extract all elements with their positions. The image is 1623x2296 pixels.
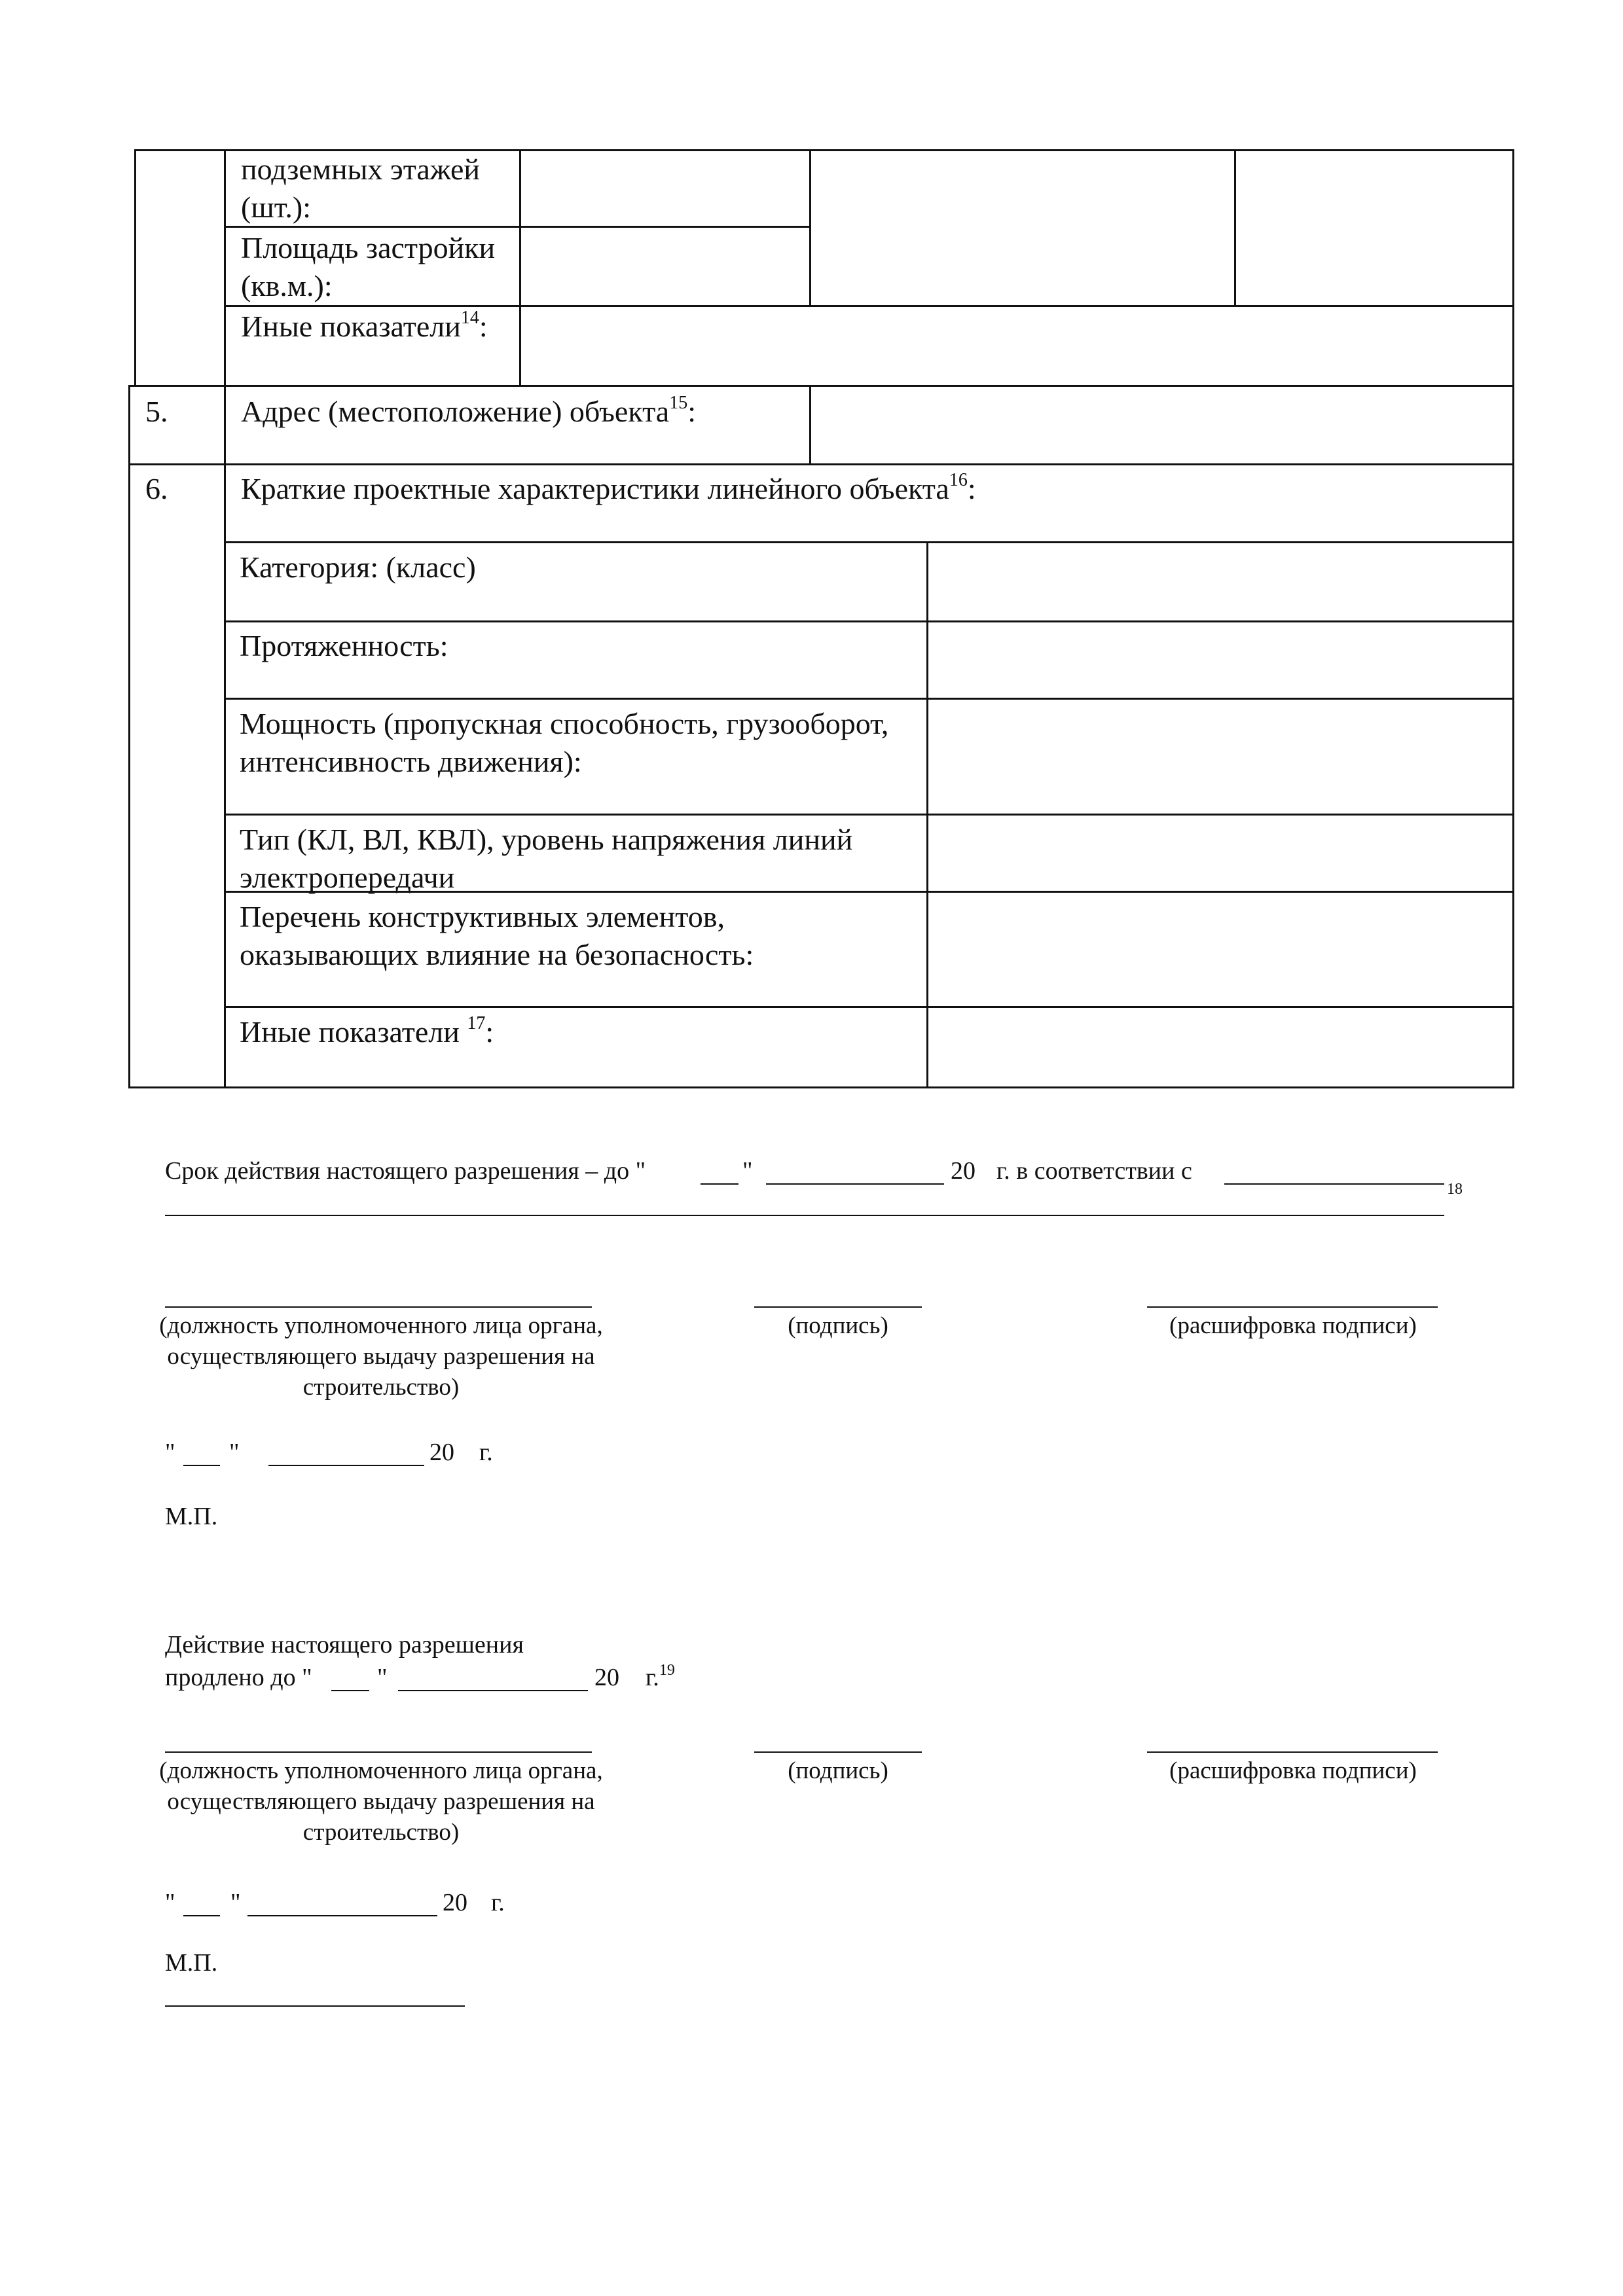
structural-elements-label: Перечень конструктивных элементов, оказывающих влияние на безопасность: [240, 900, 754, 971]
extension-year: 20 [594, 1664, 619, 1691]
footnote-ref: 15 [669, 393, 688, 413]
footnote-ref: 14 [460, 308, 479, 328]
extension-quote: " [377, 1664, 388, 1691]
date-quote-close: " [229, 1439, 240, 1466]
validity-prefix: Срок действия настоящего разрешения – до " [165, 1157, 646, 1185]
validity-year: 20 [951, 1157, 976, 1185]
date-year: 20 [429, 1439, 454, 1466]
row-number-5: 5. [145, 395, 168, 428]
date-g: г. [479, 1439, 493, 1466]
position-caption: (должность уполномоченного лица органа, осуществляющего выдачу разрешения на строительство) [159, 1312, 603, 1401]
position-caption: (должность уполномоченного лица органа, осуществляющего выдачу разрешения на строительство) [159, 1757, 603, 1846]
extension-line1: Действие настоящего разрешения [165, 1631, 524, 1659]
extension-g-text: г. [646, 1664, 659, 1691]
extension-prefix: продлено до " [165, 1664, 312, 1691]
characteristics-table [0, 0, 1623, 1113]
date-quote-close: " [230, 1889, 241, 1916]
linear-object-heading: Краткие проектные характеристики линейного объекта$^{16}$: [241, 470, 976, 505]
capacity-label: Мощность (пропускная способность, грузооборот, интенсивность движения): [240, 707, 889, 778]
signature-decode-caption: (расшифровка подписи) [1169, 1312, 1417, 1339]
signature-caption: (подпись) [788, 1312, 888, 1339]
signature-caption: (подпись) [788, 1757, 888, 1784]
stamp-placeholder: М.П. [165, 1503, 218, 1530]
other-indicators-text: Иные показатели [241, 310, 461, 343]
other-indicators-label: Иные показатели$^{14}$: [241, 308, 488, 343]
linear-object-heading-text: Краткие проектные характеристики линейного объекта [241, 472, 949, 505]
length-label: Протяженность: [240, 629, 448, 662]
built-up-area-label: Площадь застройки (кв.м.): [241, 231, 496, 302]
date-quote-open: " [165, 1889, 175, 1916]
other-linear-indicators-label: Иные показатели $^{17}$: [240, 1013, 494, 1049]
date-g: г. [491, 1889, 505, 1916]
validity-quote: " [742, 1157, 753, 1185]
stamp-placeholder: М.П. [165, 1949, 218, 1977]
validity-footnote: 18 [1447, 1181, 1463, 1198]
object-address-label: Адрес (местоположение) объекта$^{15}$: [241, 393, 696, 428]
signature-decode-caption: (расшифровка подписи) [1169, 1757, 1417, 1784]
other-linear-indicators-text: Иные показатели [240, 1015, 460, 1049]
underground-floors-label: подземных этажей (шт.): [241, 152, 481, 224]
power-line-type-label: Тип (КЛ, ВЛ, КВЛ), уровень напряжения линий электропередачи [240, 823, 853, 894]
footnote-ref: 17 [467, 1013, 486, 1033]
validity-accordance: г. в соответствии с [996, 1157, 1192, 1185]
row-number-6: 6. [145, 472, 168, 505]
footnote-ref: 19 [659, 1662, 675, 1679]
footnote-ref: 16 [949, 470, 968, 490]
object-address-text: Адрес (местоположение) объекта [241, 395, 670, 428]
date-year: 20 [443, 1889, 467, 1916]
date-quote-open: " [165, 1439, 175, 1466]
extension-g [646, 1662, 675, 1696]
category-label: Категория: (класс) [240, 550, 476, 584]
